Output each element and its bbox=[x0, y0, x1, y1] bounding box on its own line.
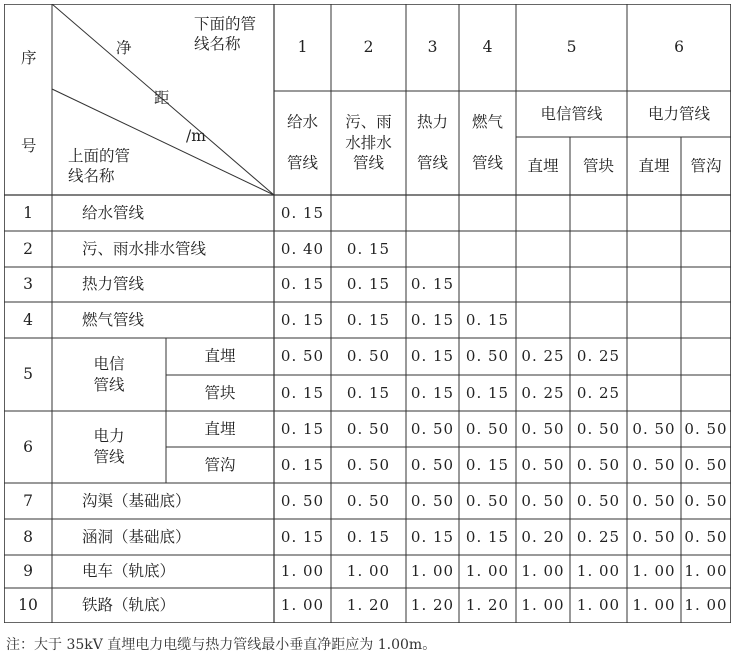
row-subname: 直埋 bbox=[204, 347, 236, 366]
value-cell: 0. 50 bbox=[280, 347, 325, 366]
value-cell: 0. 20 bbox=[521, 527, 565, 546]
value-cell: 1. 00 bbox=[280, 562, 325, 581]
value-cell: 0. 15 bbox=[465, 527, 510, 546]
column-name: 热力 管线 bbox=[416, 112, 448, 173]
row-subname: 管块 bbox=[204, 383, 236, 402]
column-number-3: 3 bbox=[427, 38, 438, 57]
value-cell: 0. 50 bbox=[465, 491, 510, 510]
value-cell: 0. 50 bbox=[684, 419, 728, 438]
value-cell: 0. 15 bbox=[410, 310, 455, 329]
row-seq: 10 bbox=[18, 596, 38, 615]
column-number-1: 1 bbox=[297, 38, 308, 57]
value-cell: 0. 15 bbox=[346, 310, 391, 329]
value-cell: 0. 15 bbox=[465, 310, 510, 329]
column-number-2: 2 bbox=[363, 38, 374, 57]
value-cell: 0. 25 bbox=[576, 383, 621, 402]
value-cell: 1. 20 bbox=[410, 596, 455, 615]
value-cell: 0. 50 bbox=[576, 455, 621, 474]
column-number-6: 6 bbox=[674, 38, 684, 57]
row-name: 电力 管线 bbox=[93, 427, 125, 466]
value-cell: 0. 15 bbox=[410, 275, 455, 294]
row-seq: 4 bbox=[23, 310, 33, 329]
value-cell: 0. 15 bbox=[465, 383, 510, 402]
value-cell: 0. 15 bbox=[410, 347, 455, 366]
value-cell: 0. 50 bbox=[465, 347, 510, 366]
row-seq: 8 bbox=[23, 527, 33, 546]
column-number-4: 4 bbox=[482, 38, 493, 57]
column-name: 污、雨 水排水 管线 bbox=[345, 112, 392, 173]
value-cell: 1. 00 bbox=[521, 596, 565, 615]
value-cell: 1. 00 bbox=[576, 562, 621, 581]
value-cell: 0. 50 bbox=[632, 491, 676, 510]
value-cell: 0. 15 bbox=[280, 419, 325, 438]
row-seq: 7 bbox=[23, 491, 33, 510]
column-number-5: 5 bbox=[566, 38, 577, 57]
row-seq: 5 bbox=[23, 365, 33, 384]
row-subname: 管沟 bbox=[204, 455, 236, 474]
row-name: 涵洞（基础底） bbox=[82, 527, 191, 546]
header-seq-char1: 序 bbox=[21, 49, 37, 67]
row-name: 电车（轨底） bbox=[82, 562, 176, 581]
value-cell: 0. 50 bbox=[346, 347, 391, 366]
row-name: 沟渠（基础底） bbox=[82, 491, 191, 510]
row-seq: 2 bbox=[23, 239, 33, 258]
value-cell: 0. 50 bbox=[684, 491, 728, 510]
header-clearance-char1: 净 bbox=[116, 39, 132, 57]
group-telecom: 电信管线 bbox=[540, 104, 603, 123]
value-cell: 0. 50 bbox=[410, 455, 455, 474]
header-unit: /m bbox=[186, 127, 206, 145]
value-cell: 1. 00 bbox=[280, 596, 325, 615]
row-name: 铁路（轨底） bbox=[82, 596, 176, 615]
header-lower-pipe-title: 下面的管 线名称 bbox=[194, 15, 257, 54]
value-cell: 0. 50 bbox=[346, 419, 391, 438]
value-cell: 0. 40 bbox=[280, 239, 325, 258]
value-cell: 0. 50 bbox=[576, 491, 621, 510]
value-cell: 1. 00 bbox=[684, 596, 728, 615]
value-cell: 0. 15 bbox=[346, 239, 391, 258]
value-cell: 1. 00 bbox=[410, 562, 455, 581]
group-power: 电力管线 bbox=[647, 104, 710, 123]
row-name: 电信 管线 bbox=[93, 354, 125, 394]
column-subname: 直埋 bbox=[527, 156, 559, 175]
value-cell: 0. 15 bbox=[280, 275, 325, 294]
value-cell: 0. 15 bbox=[346, 527, 391, 546]
value-cell: 0. 15 bbox=[280, 383, 325, 402]
column-subname: 管沟 bbox=[690, 156, 722, 175]
value-cell: 0. 50 bbox=[521, 455, 565, 474]
value-cell: 1. 00 bbox=[684, 562, 728, 581]
row-seq: 1 bbox=[23, 203, 33, 222]
column-subname: 直埋 bbox=[638, 156, 670, 175]
value-cell: 1. 00 bbox=[465, 562, 510, 581]
value-cell: 1. 20 bbox=[346, 596, 391, 615]
row-subname: 直埋 bbox=[204, 419, 236, 438]
value-cell: 0. 50 bbox=[410, 419, 455, 438]
row-seq: 6 bbox=[23, 437, 33, 456]
value-cell: 0. 25 bbox=[521, 347, 565, 366]
value-cell: 0. 25 bbox=[576, 347, 621, 366]
value-cell: 0. 50 bbox=[632, 419, 676, 438]
value-cell: 0. 50 bbox=[576, 419, 621, 438]
value-cell: 0. 50 bbox=[632, 527, 676, 546]
value-cell: 0. 15 bbox=[280, 527, 325, 546]
header-clearance-char2: 距 bbox=[154, 89, 170, 107]
row-name: 热力管线 bbox=[82, 275, 145, 294]
value-cell: 0. 50 bbox=[684, 527, 728, 546]
column-name: 燃气 管线 bbox=[471, 112, 503, 173]
value-cell: 0. 50 bbox=[280, 491, 325, 510]
value-cell: 0. 15 bbox=[280, 455, 325, 474]
value-cell: 1. 00 bbox=[632, 596, 676, 615]
value-cell: 1. 00 bbox=[521, 562, 565, 581]
value-cell: 1. 00 bbox=[632, 562, 676, 581]
column-name: 给水 管线 bbox=[286, 112, 318, 173]
row-seq: 9 bbox=[23, 562, 33, 581]
value-cell: 0. 50 bbox=[632, 455, 676, 474]
value-cell: 0. 50 bbox=[346, 455, 391, 474]
value-cell: 0. 50 bbox=[521, 419, 565, 438]
row-name: 污、雨水排水管线 bbox=[82, 239, 207, 258]
row-name: 给水管线 bbox=[82, 203, 145, 222]
value-cell: 0. 15 bbox=[280, 310, 325, 329]
value-cell: 0. 15 bbox=[346, 275, 391, 294]
row-seq: 3 bbox=[23, 275, 33, 294]
row-name: 燃气管线 bbox=[82, 310, 145, 329]
column-subname: 管块 bbox=[582, 156, 614, 175]
header-upper-pipe-title: 上面的管 线名称 bbox=[68, 147, 131, 186]
value-cell: 1. 00 bbox=[346, 562, 391, 581]
value-cell: 0. 50 bbox=[346, 491, 391, 510]
value-cell: 0. 50 bbox=[521, 491, 565, 510]
value-cell: 0. 15 bbox=[465, 455, 510, 474]
value-cell: 0. 15 bbox=[410, 383, 455, 402]
clearance-table bbox=[4, 4, 731, 623]
header-seq-char2: 号 bbox=[21, 137, 37, 155]
value-cell: 0. 15 bbox=[346, 383, 391, 402]
value-cell: 1. 00 bbox=[576, 596, 621, 615]
value-cell: 0. 25 bbox=[521, 383, 565, 402]
value-cell: 0. 15 bbox=[410, 527, 455, 546]
value-cell: 0. 15 bbox=[280, 203, 325, 222]
value-cell: 0. 50 bbox=[465, 419, 510, 438]
value-cell: 1. 20 bbox=[465, 596, 510, 615]
value-cell: 0. 50 bbox=[684, 455, 728, 474]
value-cell: 0. 50 bbox=[410, 491, 455, 510]
value-cell: 0. 25 bbox=[576, 527, 621, 546]
footnote: 注：大于 35kV 直埋电力电缆与热力管线最小垂直净距应为 1.00m。 bbox=[6, 637, 437, 653]
